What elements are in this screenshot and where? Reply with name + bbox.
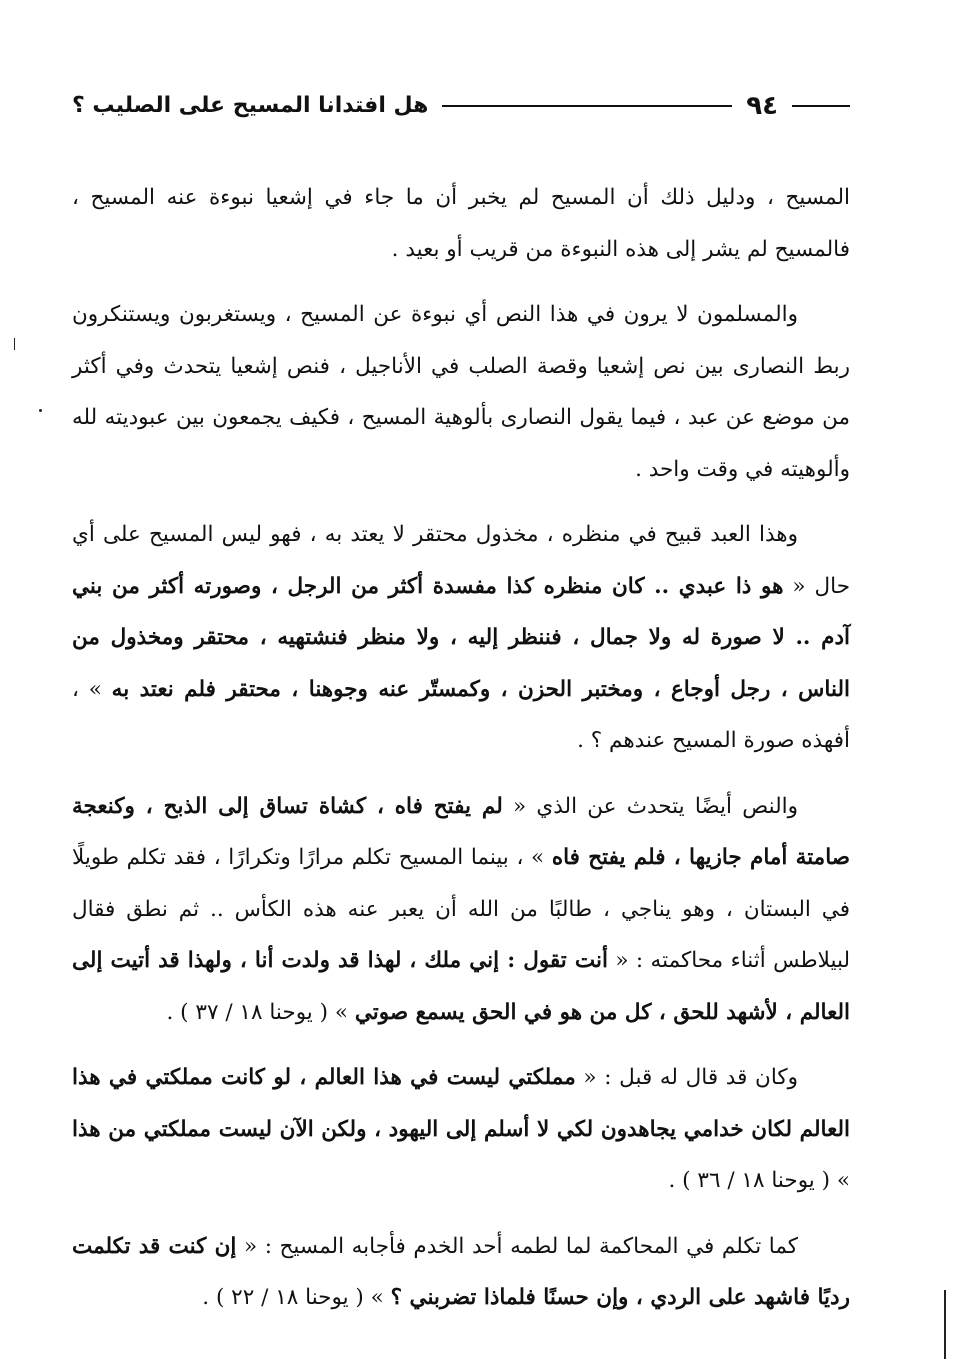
paragraph-text: » ، أفهذه صورة المسيح عندهم ؟ . [72,676,850,753]
header-rule-right [792,105,850,107]
quoted-scripture: أنت تقول : إني ملك ، لهذا قد ولدت أنا ، ولهذا قد أتيت إلى العالم ، لأشهد للحق ، كل من هو في الحق يسمع صوتي [72,948,850,1025]
paragraph-text: والنص أيضًا يتحدث عن الذي « [502,793,798,819]
quoted-scripture: مملكتي ليست في هذا العالم ، لو كانت مملكتي في هذا العالم لكان خدامي يجاهدون لكي لا أسلم إلى اليهود ، ولكن الآن ليست مملكتي من هذا [72,1065,850,1142]
scan-edge-mark [944,1290,946,1359]
paragraph [72,1052,850,1207]
paragraph-text: » ( يوحنا ١٨ / ٣٦ ) . [668,1168,850,1193]
paragraph-text: » ( يوحنا ١٨ / ٢٢ ) . [202,1285,391,1310]
page-header [72,86,850,126]
body-text [72,172,850,1338]
paragraph [72,781,850,1039]
header-rule-middle [442,105,732,107]
paragraph-text: المسيح ، ودليل ذلك أن المسيح لم يخبر أن ما جاء في إشعيا نبوءة عنه المسيح ، فالمسيح لم يشر إلى هذه النبوءة من قريب أو بعيد . [72,185,850,262]
quoted-scripture: إن كنت قد تكلمت رديًا فاشهد على الردي ، وإن حسنًا فلماذا تضربني ؟ [72,1233,850,1310]
paragraph [72,1221,850,1324]
paragraph [72,289,850,495]
paragraph-text: كما تكلم في المحاكمة لما لطمه أحد الخدم فأجابه المسيح : « [236,1233,798,1259]
quoted-scripture: لم يفتح فاه ، كشاة تساق إلى الذبح ، وكنعجة صامتة أمام جازيها ، فلم يفتح فاه [72,793,851,870]
paragraph-text: » ( يوحنا ١٨ / ٣٧ ) . [166,999,355,1025]
quoted-scripture: هو ذا عبدي .. كان منظره كذا مفسدة أكثر من الرجل ، وصورته أكثر من بني آدم .. لا صورة له ولا جمال ، فننظر إليه ، ولا منظر فنشتهيه ، محتقر ومخذول من الناس ، رجل أوجاع ، ومختبر الحزن ، وكمستّر عنه وجوهنا ، محتقر فلم نعتد به [72,573,850,702]
paragraph [72,172,850,275]
scan-dot [39,409,42,412]
paragraph-text: والمسلمون لا يرون في هذا النص أي نبوءة عن المسيح ، ويستغربون ويستنكرون ربط النصارى بين نص إشعيا وقصة الصلب في الأناجيل ، فنص إشعيا يتحدث وفي أكثر من موضع عن عبد ، فيما يقول النصارى بألوهية المسيح ، فكيف يجمعون بين عبوديته لله وألوهيته في وقت واحد . [72,302,850,482]
paragraph-text: وهذا العبد قبيح في منظره ، مخذول محتقر لا يعتد به ، فهو ليس المسيح على أي حال « [72,522,850,599]
paragraph [72,509,850,767]
running-title: هل افتدانا المسيح على الصليب ؟ [72,93,429,118]
paragraph-text: وكان قد قال له قبل : « [575,1065,798,1090]
scan-speck [14,338,15,350]
page-number: ٩٤ [746,91,778,121]
paragraph-text: » ، بينما المسيح تكلم مرارًا وتكرارًا ، فقد تكلم طويلًا في البستان ، وهو يناجي ، طالبًا من الله أن يعبر عنه هذه الكأس .. ثم نطق فقال لبيلاطس أثناء محاكمته : « [72,845,850,973]
